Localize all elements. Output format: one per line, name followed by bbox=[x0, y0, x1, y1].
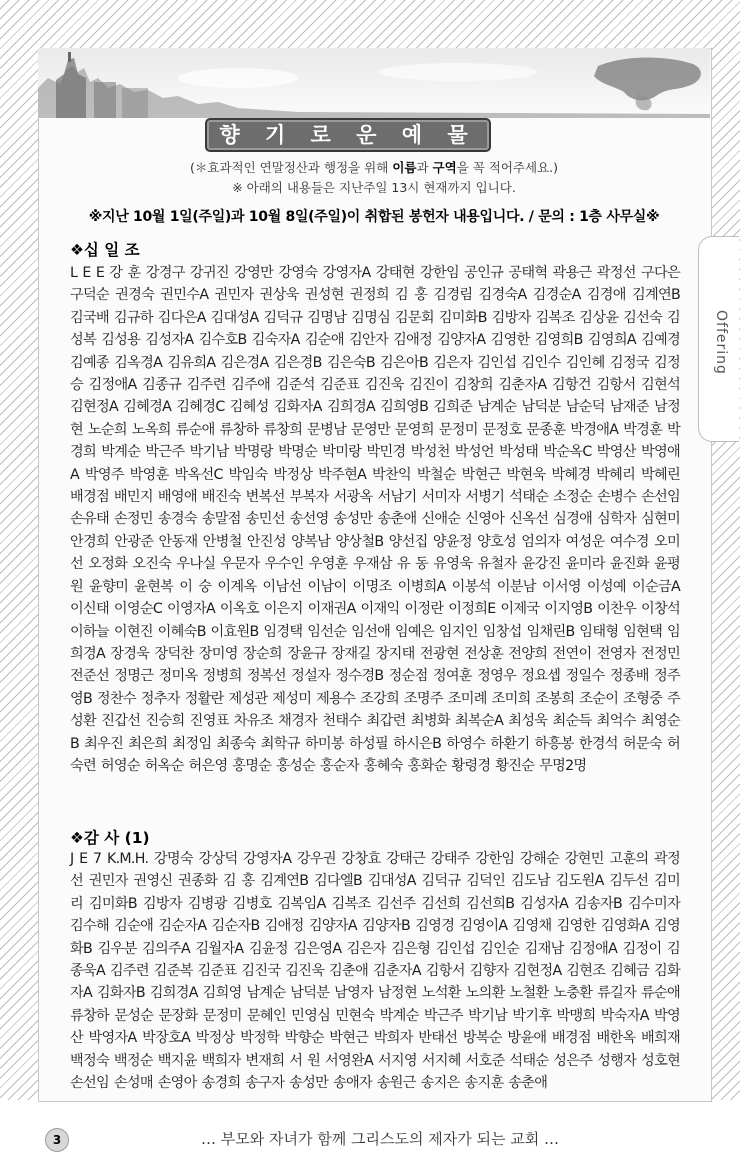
note-bold-district: 구역 bbox=[432, 160, 457, 175]
banner-image bbox=[38, 48, 710, 118]
note-suffix: 을 꼭 적어주세요.) bbox=[456, 160, 559, 175]
cutoff-note: ※ 아래의 내용들은 지난주일 13시 현재까지 입니다. bbox=[232, 180, 516, 195]
footer-tagline: … 부모와 자녀가 함께 그리스도의 제자가 되는 교회 … bbox=[201, 1130, 559, 1148]
page-number: 3 bbox=[45, 1128, 69, 1152]
note-mid: 과 bbox=[416, 160, 433, 175]
side-tab-label: Offering bbox=[713, 310, 729, 375]
thanksgiving-name-list: J E 7 K.M.H. 강명숙 강상덕 강영자A 강우권 강창효 강태근 강태주 강한임 강해순 강현민 고훈의 곽정선 권민자 권영신 권종화 김 홍 김계연B 김다엘B 김대성A 김덕규 김덕인 김도남 김도원A 김두선 김미리 김미화B 김방자 김병광 김병호 김복임A 김복조 김선주 김선희 김선희B 김성자A 김송자B 김수미자 김수해 김순애 김순자A 김순자B 김애정 김양자A 김양자B 김영경 김영이A 김영채 김영한 김영화A 김영화B 김우분 김의주A 김월자A 김윤정 김은영A 김은자 김은형 김인섭 김인순 김재남 김정애A 김정이 김종욱A 김주련 김준복 김준표 김진국 김진욱 김춘애 김춘자A 김항서 김향자 김현정A 김현조 김혜금 김화자A 김화자B 김희경A 김희영 남계순 남덕분 남영자 남정현 노석환 노의환 노철환 노충환 류길자 류순애 류창하 문성순 문장화 문정미 문혜인 민영심 민현숙 박계순 박근주 박기남 박기후 박맹희 박숙자A 박영산 박영자A 박장호A 박정상 박정학 박향순 박현근 박희자 반태선 방복순 방윤애 배경점 배한옥 배희재 백정숙 백정순 백지윤 백희자 변재희 서 원 서영완A 서지영 서지혜 서호준 석태순 성은주 성행자 성호현 손선임 손성매 손영아 송경희 송구자 송성만 송애자 송원근 송지은 송지훈 송춘애 bbox=[70, 851, 680, 1092]
section-title-thanksgiving: ❖감 사 (1) bbox=[70, 829, 150, 847]
summary-headline: ※지난 10월 1일(주일)과 10월 8일(주일)이 취합된 봉헌자 내용입니다. / 문의 : 1층 사무실※ bbox=[88, 209, 660, 225]
tithe-name-list: L E E 강 훈 강경구 강귀진 강영만 강영숙 강영자A 강태현 강한임 공인규 공태혁 곽용근 곽정선 구다은 구덕순 권경숙 권민수A 권민자 권상욱 권성현 권정희 김 홍 김경림 김경숙A 김경순A 김경애 김계연B 김국배 김규하 김다은A 김대성A 김덕규 김명남 김명심 김문회 김미화B 김방자 김복조 김상윤 김선숙 김성복 김성용 김성자A 김수호B 김숙자A 김순애 김안자 김애정 김양자A 김영한 김영희B 김영희A 김예경 김예종 김옥경A 김유희A 김은경A 김은경B 김은숙B 김은아B 김은자 김인섭 김인수 김인혜 김정국 김정승 김정애A 김종규 김주련 김주애 김준석 김준표 김진욱 김진이 김창희 김춘자A 김항건 김항서 김현석 김현정A 김혜경A 김혜경C 김혜성 김화자A 김희경A 김희영B 김희준 남계순 남덕분 남순덕 남재준 남정현 노순희 노옥희 류순애 류창하 류창희 문병남 문영만 문영희 문정미 문정호 문종훈 박경애A 박경훈 박경희 박계순 박근주 박기남 박명랑 박명순 박미랑 박민경 박성천 박성언 박성태 박순옥C 박영산 박영애A 박영주 박영훈 박옥선C 박임숙 박정상 박주현A 박찬익 박철순 박현근 박현욱 박혜경 박혜리 박혜린 배경점 배민지 배영애 배진숙 변복선 부복자 서광옥 서남기 서미자 서병기 석태순 소정순 손병수 손선임 손유태 손정민 송경숙 송말점 송민선 송선영 송성만 송춘애 신애순 신영아 신옥선 심경애 심학자 심현미 안경희 안광준 안동재 안병철 안진성 양복남 양상철B 양선집 양윤정 양호성 엄의자 여성운 여수경 오미선 오정화 오진숙 우나실 우문자 우수인 우영훈 우재삼 유 동 유영욱 유철자 윤강진 윤미라 윤진화 윤평원 윤향미 윤현복 이 숭 이계옥 이남선 이남이 이명조 이병희A 이봉석 이분남 이서영 이성예 이순금A 이신태 이영순C 이영자A 이옥호 이은지 이재권A 이재익 이정란 이정희E 이제국 이지영B 이찬우 이창석 이하늘 이현진 이혜숙B 이효원B 임경택 임선순 임선애 임예은 임지인 임창섭 임채린B 임태형 임현택 임희경A 장경욱 장덕찬 장미영 장순희 장윤규 장재길 장지태 전광현 전상훈 전양희 전연이 전영자 전정민 전준선 정명근 정미옥 정병희 정복선 정설자 정수경B 정순점 정여훈 정영우 정요셉 정일수 정종배 정주영B 정찬수 정추자 정활란 제성관 제성미 제용수 조강희 조명주 조미례 조미희 조봉희 조순이 조형중 주성환 진갑선 진승희 진영표 차유조 채경자 천태수 최갑련 최병화 최복순A 최성욱 최순득 최억수 최영순B 최우진 최은희 최정임 최종숙 최학규 하미봉 하성필 하시은B 하영수 하환기 하흥봉 한경석 허문숙 허숙련 허영순 허옥순 허은영 홍명순 홍성순 홍순자 홍혜숙 홍화순 황령경 황진순 무명2명 bbox=[70, 265, 680, 774]
section-title-tithe: ❖십 일 조 bbox=[70, 241, 140, 259]
note-prefix: (＊효과적인 연말정산과 행정을 위해 bbox=[189, 160, 393, 175]
instruction-note bbox=[38, 158, 710, 176]
note-bold-name: 이름 bbox=[392, 160, 417, 175]
page-title: 향 기 로 운 예 물 bbox=[205, 118, 491, 152]
